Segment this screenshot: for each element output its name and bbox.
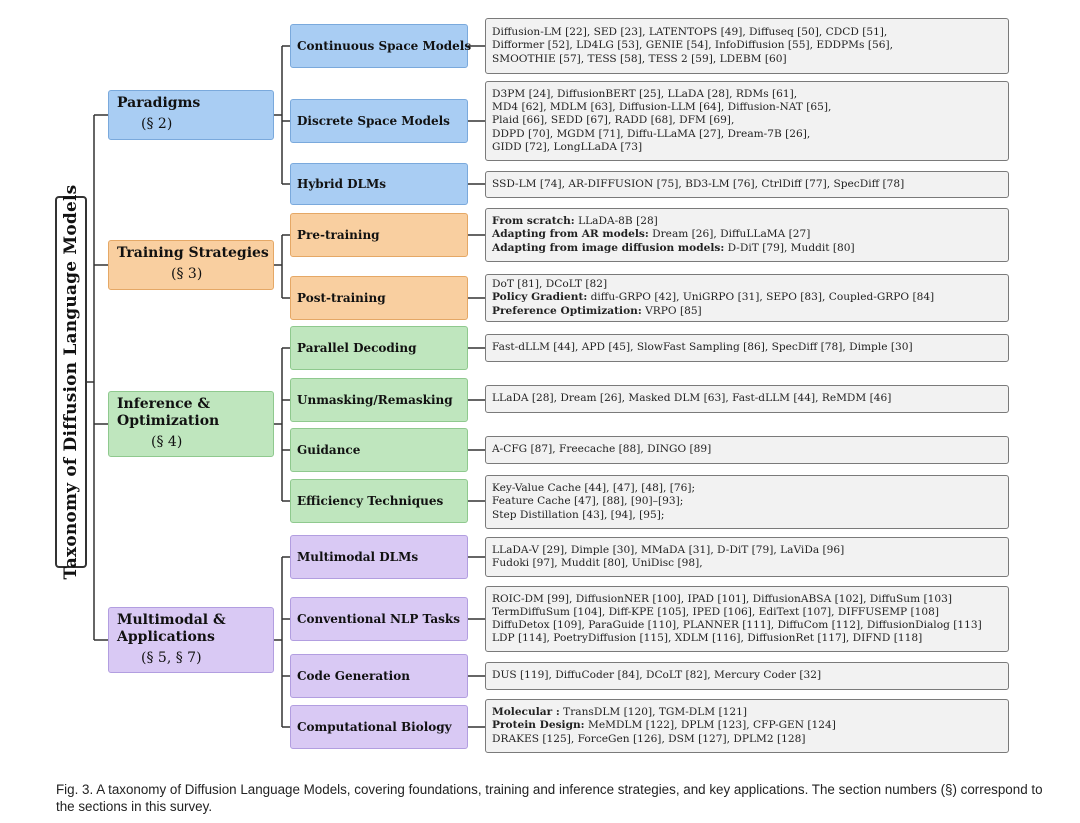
subcategory-conventional-nlp-tasks: Conventional NLP Tasks — [290, 597, 468, 641]
leaf-line: LLaDA [28], Dream [26], Masked DLM [63], Fast-dLLM [44], ReMDM [46] — [492, 392, 892, 405]
subcategory-discrete-space-models: Discrete Space Models — [290, 99, 468, 143]
category-section: (§ 2) — [141, 116, 173, 132]
leaf-key: Policy Gradient: — [492, 291, 588, 304]
leaf-line: A-CFG [87], Freecache [88], DINGO [89] — [492, 443, 712, 456]
leaf-line: Preference Optimization: VRPO [85] — [492, 304, 702, 317]
category-training-strategies — [108, 240, 274, 290]
leaf-key: Adapting from image diffusion models: — [492, 241, 725, 254]
leaf-line: Feature Cache [47], [88], [90]–[93]; — [492, 495, 684, 508]
leaf-line: Molecular : TransDLM [120], TGM-DLM [121] — [492, 706, 748, 719]
leaf-line: ROIC-DM [99], DiffusionNER [100], IPAD [101], DiffusionABSA [102], DiffuSum [103] — [492, 592, 953, 605]
leaf-line: Step Distillation [43], [94], [95]; — [492, 508, 665, 521]
leaf-line: Adapting from image diffusion models: D-DiT [79], Muddit [80] — [492, 241, 855, 254]
category-inference-optimization — [108, 391, 274, 457]
leaf-post-training — [485, 274, 1009, 322]
leaf-efficiency-techniques — [485, 475, 1009, 529]
leaf-line: LDP [114], PoetryDiffusion [115], XDLM [116], DiffusionRet [117], DIFND [118] — [492, 632, 923, 645]
leaf-continuous-space-models — [485, 18, 1009, 74]
leaf-line: SMOOTHIE [57], TESS [58], TESS 2 [59], LDEBM [60] — [492, 52, 787, 65]
leaf-multimodal-dlms — [485, 537, 1009, 577]
category-title: Inference & Optimization — [117, 396, 220, 429]
category-section: (§ 4) — [151, 434, 183, 450]
category-paradigms — [108, 90, 274, 140]
leaf-line: D3PM [24], DiffusionBERT [25], LLaDA [28], RDMs [61], — [492, 87, 798, 100]
category-title: Training Strategies — [117, 245, 269, 261]
leaf-line: LLaDA-V [29], Dimple [30], MMaDA [31], D-DiT [79], LaViDa [96] — [492, 543, 845, 556]
leaf-key: Molecular : — [492, 706, 560, 719]
leaf-key: Adapting from AR models: — [492, 228, 649, 241]
subcategory-parallel-decoding: Parallel Decoding — [290, 326, 468, 370]
leaf-line: Protein Design: MeMDLM [122], DPLM [123], CFP-GEN [124] — [492, 719, 836, 732]
category-multimodal-applications — [108, 607, 274, 673]
figure-caption: Fig. 3. A taxonomy of Diffusion Language Models, covering foundations, training and inference strategies, and key applications. The section numbers (§) correspond to the sections in this survey. — [56, 782, 1043, 814]
leaf-line: TermDiffuSum [104], Diff-KPE [105], IPED [106], EdiText [107], DIFFUSEMP [108] — [492, 605, 940, 618]
category-title: Paradigms — [117, 95, 201, 111]
leaf-line: Fast-dLLM [44], APD [45], SlowFast Sampling [86], SpecDiff [78], Dimple [30] — [492, 341, 913, 354]
category-section: (§ 5, § 7) — [141, 650, 202, 666]
leaf-hybrid-dlms — [485, 171, 1009, 198]
subcategory-hybrid-dlms: Hybrid DLMs — [290, 163, 468, 205]
leaf-line: Fudoki [97], Muddit [80], UniDisc [98], — [492, 557, 703, 569]
taxonomy-root — [55, 184, 87, 580]
leaf-line: Plaid [66], SEDD [67], RADD [68], DFM [69], — [492, 114, 735, 127]
leaf-parallel-decoding — [485, 334, 1009, 362]
leaf-key: Preference Optimization: — [492, 304, 642, 317]
leaf-line: SSD-LM [74], AR-DIFFUSION [75], BD3-LM [76], CtrlDiff [77], SpecDiff [78] — [492, 177, 905, 190]
subcategory-efficiency-techniques: Efficiency Techniques — [290, 479, 468, 523]
subcategory-unmasking-remasking: Unmasking/Remasking — [290, 378, 468, 422]
leaf-line: MD4 [62], MDLM [63], Diffusion-LLM [64], Diffusion-NAT [65], — [492, 101, 832, 114]
leaf-computational-biology — [485, 699, 1009, 753]
leaf-pre-training — [485, 208, 1009, 262]
leaf-line: Key-Value Cache [44], [47], [48], [76]; — [492, 482, 696, 495]
leaf-key: From scratch: — [492, 215, 575, 228]
leaf-code-generation — [485, 662, 1009, 690]
subcategory-pre-training: Pre-training — [290, 213, 468, 257]
subcategory-guidance: Guidance — [290, 428, 468, 472]
subcategory-multimodal-dlms: Multimodal DLMs — [290, 535, 468, 579]
leaf-discrete-space-models — [485, 81, 1009, 161]
subcategory-computational-biology: Computational Biology — [290, 705, 468, 749]
leaf-line: DoT [81], DCoLT [82] — [492, 278, 608, 291]
root-title: Taxonomy of Diffusion Language Models — [61, 184, 81, 580]
leaf-unmasking-remasking — [485, 385, 1009, 413]
leaf-line: Policy Gradient: diffu-GRPO [42], UniGRPO [31], SEPO [83], Coupled-GRPO [84] — [492, 291, 935, 304]
leaf-line: Diffusion-LM [22], SED [23], LATENTOPS [49], Diffuseq [50], CDCD [51], — [492, 26, 888, 39]
leaf-conventional-nlp-tasks — [485, 586, 1009, 652]
category-section: (§ 3) — [171, 266, 203, 282]
leaf-line: DiffuDetox [109], ParaGuide [110], PLANNER [111], DiffuCom [112], DiffusionDialog [113] — [492, 619, 982, 631]
category-title: Multimodal & Applications — [117, 612, 226, 645]
leaf-line: Adapting from AR models: Dream [26], DiffuLLaMA [27] — [492, 228, 811, 241]
leaf-line: Difformer [52], LD4LG [53], GENIE [54], InfoDiffusion [55], EDDPMs [56], — [492, 39, 893, 52]
subcategory-code-generation: Code Generation — [290, 654, 468, 698]
leaf-line: From scratch: LLaDA-8B [28] — [492, 215, 658, 228]
leaf-line: DUS [119], DiffuCoder [84], DCoLT [82], Mercury Coder [32] — [492, 669, 822, 682]
leaf-key: Protein Design: — [492, 719, 585, 732]
leaf-line: DDPD [70], MGDM [71], Diffu-LLaMA [27], Dream-7B [26], — [492, 127, 811, 140]
leaf-guidance — [485, 436, 1009, 464]
leaf-line: DRAKES [125], ForceGen [126], DSM [127], DPLM2 [128] — [492, 732, 806, 745]
subcategory-continuous-space-models: Continuous Space Models — [290, 24, 468, 68]
leaf-line: GIDD [72], LongLLaDA [73] — [492, 140, 643, 153]
subcategory-post-training: Post-training — [290, 276, 468, 320]
